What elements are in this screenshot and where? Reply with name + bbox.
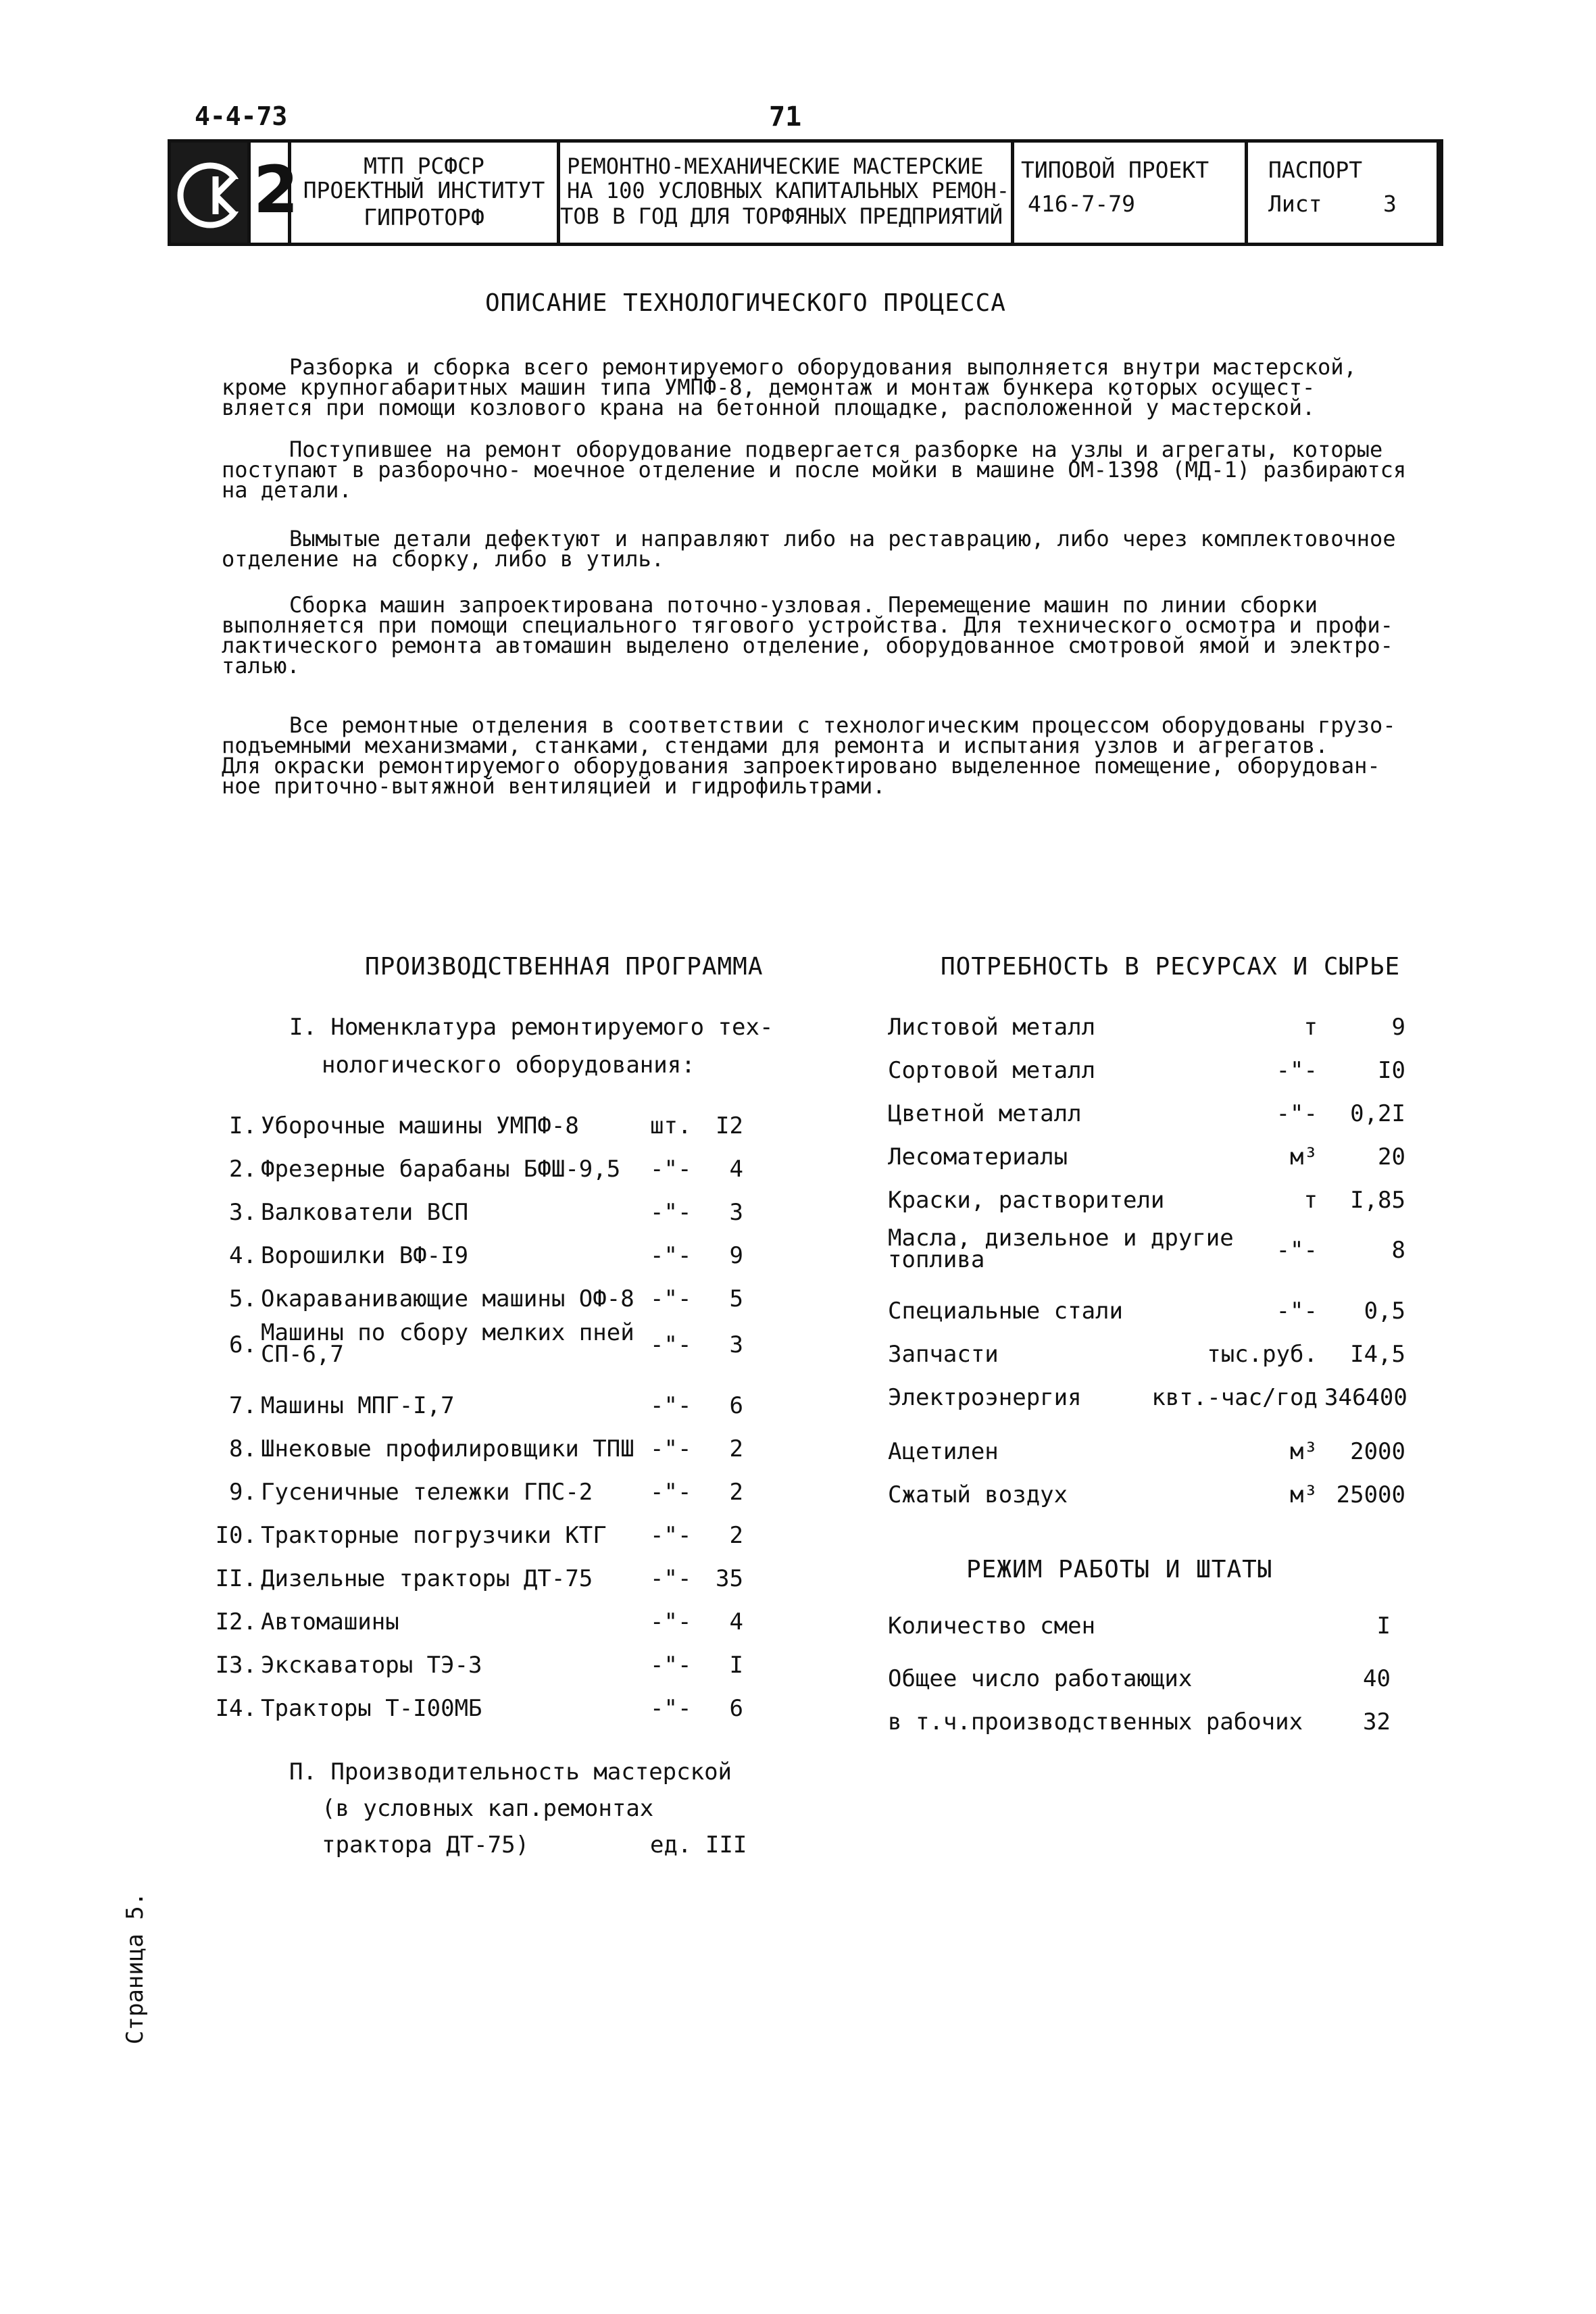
equipment-quantity: 9 [729,1242,743,1269]
equipment-number: I4. [215,1695,257,1722]
equipment-name: Гусеничные тележки ГПС-2 [261,1479,593,1506]
equipment-unit: -"- [650,1331,692,1358]
equipment-number: 2. [229,1156,257,1183]
paragraph-4-line-4: талью. [222,653,300,679]
resources-title: ПОТРЕБНОСТЬ В РЕСУРСАХ И СЫРЬЕ [941,953,1401,981]
resource-quantity: 2000 [1350,1438,1405,1465]
institute-logo [171,143,251,243]
equipment-quantity: 2 [729,1479,743,1506]
paragraph-5-line-2: подъемными механизмами, станками, стендами для ремонта и испытания узлов и агрегатов. [222,733,1328,758]
resource-name: Листовой металл [888,1014,1096,1041]
resource-unit: квт.-час/год [1151,1384,1318,1411]
organization-cell [291,143,560,243]
passport-cell [1248,143,1440,243]
equipment-name: Шнековые профилировщики ТПШ [261,1435,634,1462]
resource-unit: м³ [1290,1438,1318,1465]
resource-quantity: 25000 [1336,1481,1405,1508]
title-block [168,139,1443,246]
paragraph-2 [222,437,1424,503]
project-title-cell [560,143,1014,243]
resource-unit: -"- [1276,1237,1318,1264]
paragraph-3-line-2: отделение на сборку, либо в утиль. [222,546,665,572]
page-number: 71 [769,101,802,132]
section1-title-line-2: нологического оборудования: [322,1052,695,1079]
equipment-number: 6. [229,1331,257,1358]
paragraph-1-line-2: кроме крупногабаритных машин типа УМПФ-8, демонтаж и монтаж бункера которых осущест- [222,374,1316,400]
staff-item-quantity: I [1376,1613,1391,1640]
equipment-unit: -"- [650,1242,692,1269]
paragraph-5 [222,712,1424,799]
equipment-unit: -"- [650,1522,692,1549]
paragraph-1-line-1: Разборка и сборка всего ремонтируемого оборудования выполняется внутри мастерской, [289,354,1357,380]
sheet-number: 3 [1383,191,1397,217]
resource-name: Цветной металл [888,1100,1082,1127]
organization-line-1: МТП РСФСР [364,153,484,179]
equipment-name: Тракторные погрузчики КТГ [261,1522,607,1549]
project-title-line-2: НА 100 УСЛОВНЫХ КАПИТАЛЬНЫХ РЕМОН- [567,178,1010,203]
section2-line-1: П. Производительность мастерской [289,1758,732,1786]
stamp-number: 2 [253,152,299,228]
equipment-quantity: 4 [729,1156,743,1183]
sheet-label: Лист [1268,191,1322,217]
equipment-unit: шт. [650,1112,692,1139]
production-program-title: ПРОИЗВОДСТВЕННАЯ ПРОГРАММА [365,953,764,981]
resource-name: Лесоматериалы [888,1143,1068,1171]
equipment-number: II. [215,1565,257,1592]
equipment-name: Окараванивающие машины ОФ-8 [261,1285,634,1312]
section2-unit: ед. III [650,1831,747,1858]
equipment-quantity: 6 [729,1392,743,1419]
equipment-number: 9. [229,1479,257,1506]
equipment-name: Тракторы Т-I00МБ [261,1695,482,1722]
equipment-number: 4. [229,1242,257,1269]
resource-unit: м³ [1290,1481,1318,1508]
equipment-number: 5. [229,1285,257,1312]
paragraph-3 [222,526,1424,572]
equipment-unit: -"- [650,1199,692,1226]
document-code: 4-4-73 [195,101,288,131]
paragraph-1 [222,354,1424,420]
equipment-unit: -"- [650,1608,692,1635]
equipment-quantity: 3 [729,1199,743,1226]
equipment-number: I0. [215,1522,257,1549]
equipment-unit: -"- [650,1695,692,1722]
equipment-name: Экскаваторы ТЭ-3 [261,1652,482,1679]
resource-quantity: I,85 [1350,1187,1405,1214]
typical-project-number: 416-7-79 [1028,191,1135,217]
equipment-name: Дизельные тракторы ДТ-75 [261,1565,593,1592]
resource-quantity: I0 [1378,1057,1405,1084]
staff-title: РЕЖИМ РАБОТЫ И ШТАТЫ [966,1556,1273,1583]
side-page-note: Страница 5. [122,1892,149,2044]
resource-name: Краски, растворители [888,1187,1165,1214]
equipment-unit: -"- [650,1479,692,1506]
equipment-quantity: 3 [729,1331,743,1358]
staff-item-quantity: 32 [1363,1708,1391,1736]
paragraph-2-line-1: Поступившее на ремонт оборудование подвергается разборке на узлы и агрегаты, которые [289,437,1383,462]
equipment-name: Фрезерные барабаны БФШ-9,5 [261,1156,621,1183]
section2-line-2: (в условных кап.ремонтах [322,1795,654,1822]
resource-name: Масла, дизельное и другие [888,1225,1234,1252]
stamp-number-cell [251,143,299,243]
paragraph-4-line-2: выполняется при помощи специального тягового устройства. Для технического осмотра и профи- [222,612,1393,638]
organization-line-2: ПРОЕКТНЫЙ ИНСТИТУТ [303,177,545,203]
equipment-unit: -"- [650,1285,692,1312]
equipment-quantity: 4 [729,1608,743,1635]
equipment-number: I. [229,1112,257,1139]
staff-item-name: в т.ч.производственных рабочих [888,1708,1303,1736]
resource-unit: -"- [1276,1298,1318,1325]
resource-unit: -"- [1276,1057,1318,1084]
equipment-name: Машины МПГ-I,7 [261,1392,455,1419]
description-title: ОПИСАНИЕ ТЕХНОЛОГИЧЕСКОГО ПРОЦЕССА [485,289,1006,317]
equipment-quantity: I [729,1652,743,1679]
paragraph-5-line-4: ное приточно-вытяжной вентиляцией и гидрофильтрами. [222,773,886,799]
paragraph-2-line-3: на детали. [222,477,352,503]
resource-quantity: 20 [1378,1143,1405,1171]
paragraph-2-line-2: поступают в разборочно- моечное отделение и после мойки в машине ОМ-1398 (МД-1) разбираются [222,457,1407,483]
equipment-quantity: 5 [729,1285,743,1312]
section1-title-line-1: I. Номенклатура ремонтируемого тех- [289,1014,774,1041]
equipment-unit: -"- [650,1392,692,1419]
typical-project-label: ТИПОВОЙ ПРОЕКТ [1021,157,1210,183]
resource-unit: м³ [1290,1143,1318,1171]
equipment-number: I2. [215,1608,257,1635]
resource-name: Запчасти [888,1341,999,1368]
resource-quantity: 346400 [1324,1384,1407,1411]
equipment-number: 3. [229,1199,257,1226]
equipment-quantity: 6 [729,1695,743,1722]
equipment-quantity: 35 [716,1565,743,1592]
equipment-name: Машины по сбору мелких пней [261,1319,634,1346]
equipment-number: I3. [215,1652,257,1679]
equipment-number: 7. [229,1392,257,1419]
project-title-line-3: ТОВ В ГОД ДЛЯ ТОРФЯНЫХ ПРЕДПРИЯТИЙ [560,203,1003,229]
project-title-line-1: РЕМОНТНО-МЕХАНИЧЕСКИЕ МАСТЕРСКИЕ [567,153,984,179]
equipment-number: 8. [229,1435,257,1462]
equipment-unit: -"- [650,1435,692,1462]
equipment-unit: -"- [650,1156,692,1183]
paragraph-5-line-1: Все ремонтные отделения в соответствии с технологическим процессом оборудованы грузо- [289,712,1396,738]
staff-item-name: Количество смен [888,1613,1096,1640]
paragraph-4-line-3: лактического ремонта автомашин выделено отделение, оборудованное смотровой ямой и электро- [222,633,1393,658]
resource-name: Сортовой металл [888,1057,1096,1084]
equipment-quantity: I2 [716,1112,743,1139]
organization-line-3: ГИПРОТОРФ [364,204,484,230]
paragraph-3-line-1: Вымытые детали дефектуют и направляют либо на реставрацию, либо через комплектовочное [289,526,1396,551]
resource-name: Ацетилен [888,1438,999,1465]
equipment-quantity: 2 [729,1522,743,1549]
resource-name: Специальные стали [888,1298,1123,1325]
passport-label: ПАСПОРТ [1268,157,1363,183]
equipment-name: Ворошилки ВФ-I9 [261,1242,469,1269]
resource-quantity: 9 [1391,1014,1405,1041]
resource-unit: т [1303,1014,1318,1041]
resource-unit: тыс.руб. [1207,1341,1318,1368]
equipment-name: Валкователи ВСП [261,1199,469,1226]
equipment-name-cont: СП-6,7 [261,1341,344,1368]
paragraph-1-line-3: вляется при помощи козлового крана на бетонной площадке, расположенной у мастерской. [222,395,1316,420]
paragraph-4-line-1: Сборка машин запроектирована поточно-узловая. Перемещение машин по линии сборки [289,592,1318,618]
resource-name: Электроэнергия [888,1384,1082,1411]
resource-unit: -"- [1276,1100,1318,1127]
resource-name-cont: топлива [888,1246,985,1273]
resource-quantity: 0,5 [1364,1298,1405,1325]
staff-item-quantity: 40 [1363,1665,1391,1692]
paragraph-5-line-3: Для окраски ремонтируемого оборудования запроектировано выделенное помещение, оборудован- [222,753,1380,779]
resource-unit: т [1303,1187,1318,1214]
equipment-unit: -"- [650,1565,692,1592]
resource-quantity: 0,2I [1350,1100,1405,1127]
staff-item-name: Общее число работающих [888,1665,1193,1692]
section2-line-3: трактора ДТ-75) [322,1831,530,1858]
equipment-quantity: 2 [729,1435,743,1462]
typical-project-cell [1014,143,1248,243]
equipment-name: Автомашины [261,1608,399,1635]
equipment-unit: -"- [650,1652,692,1679]
equipment-name: Уборочные машины УМПФ-8 [261,1112,579,1139]
resource-quantity: 8 [1391,1237,1405,1264]
paragraph-4 [222,592,1424,679]
resource-quantity: I4,5 [1350,1341,1405,1368]
resource-name: Сжатый воздух [888,1481,1068,1508]
